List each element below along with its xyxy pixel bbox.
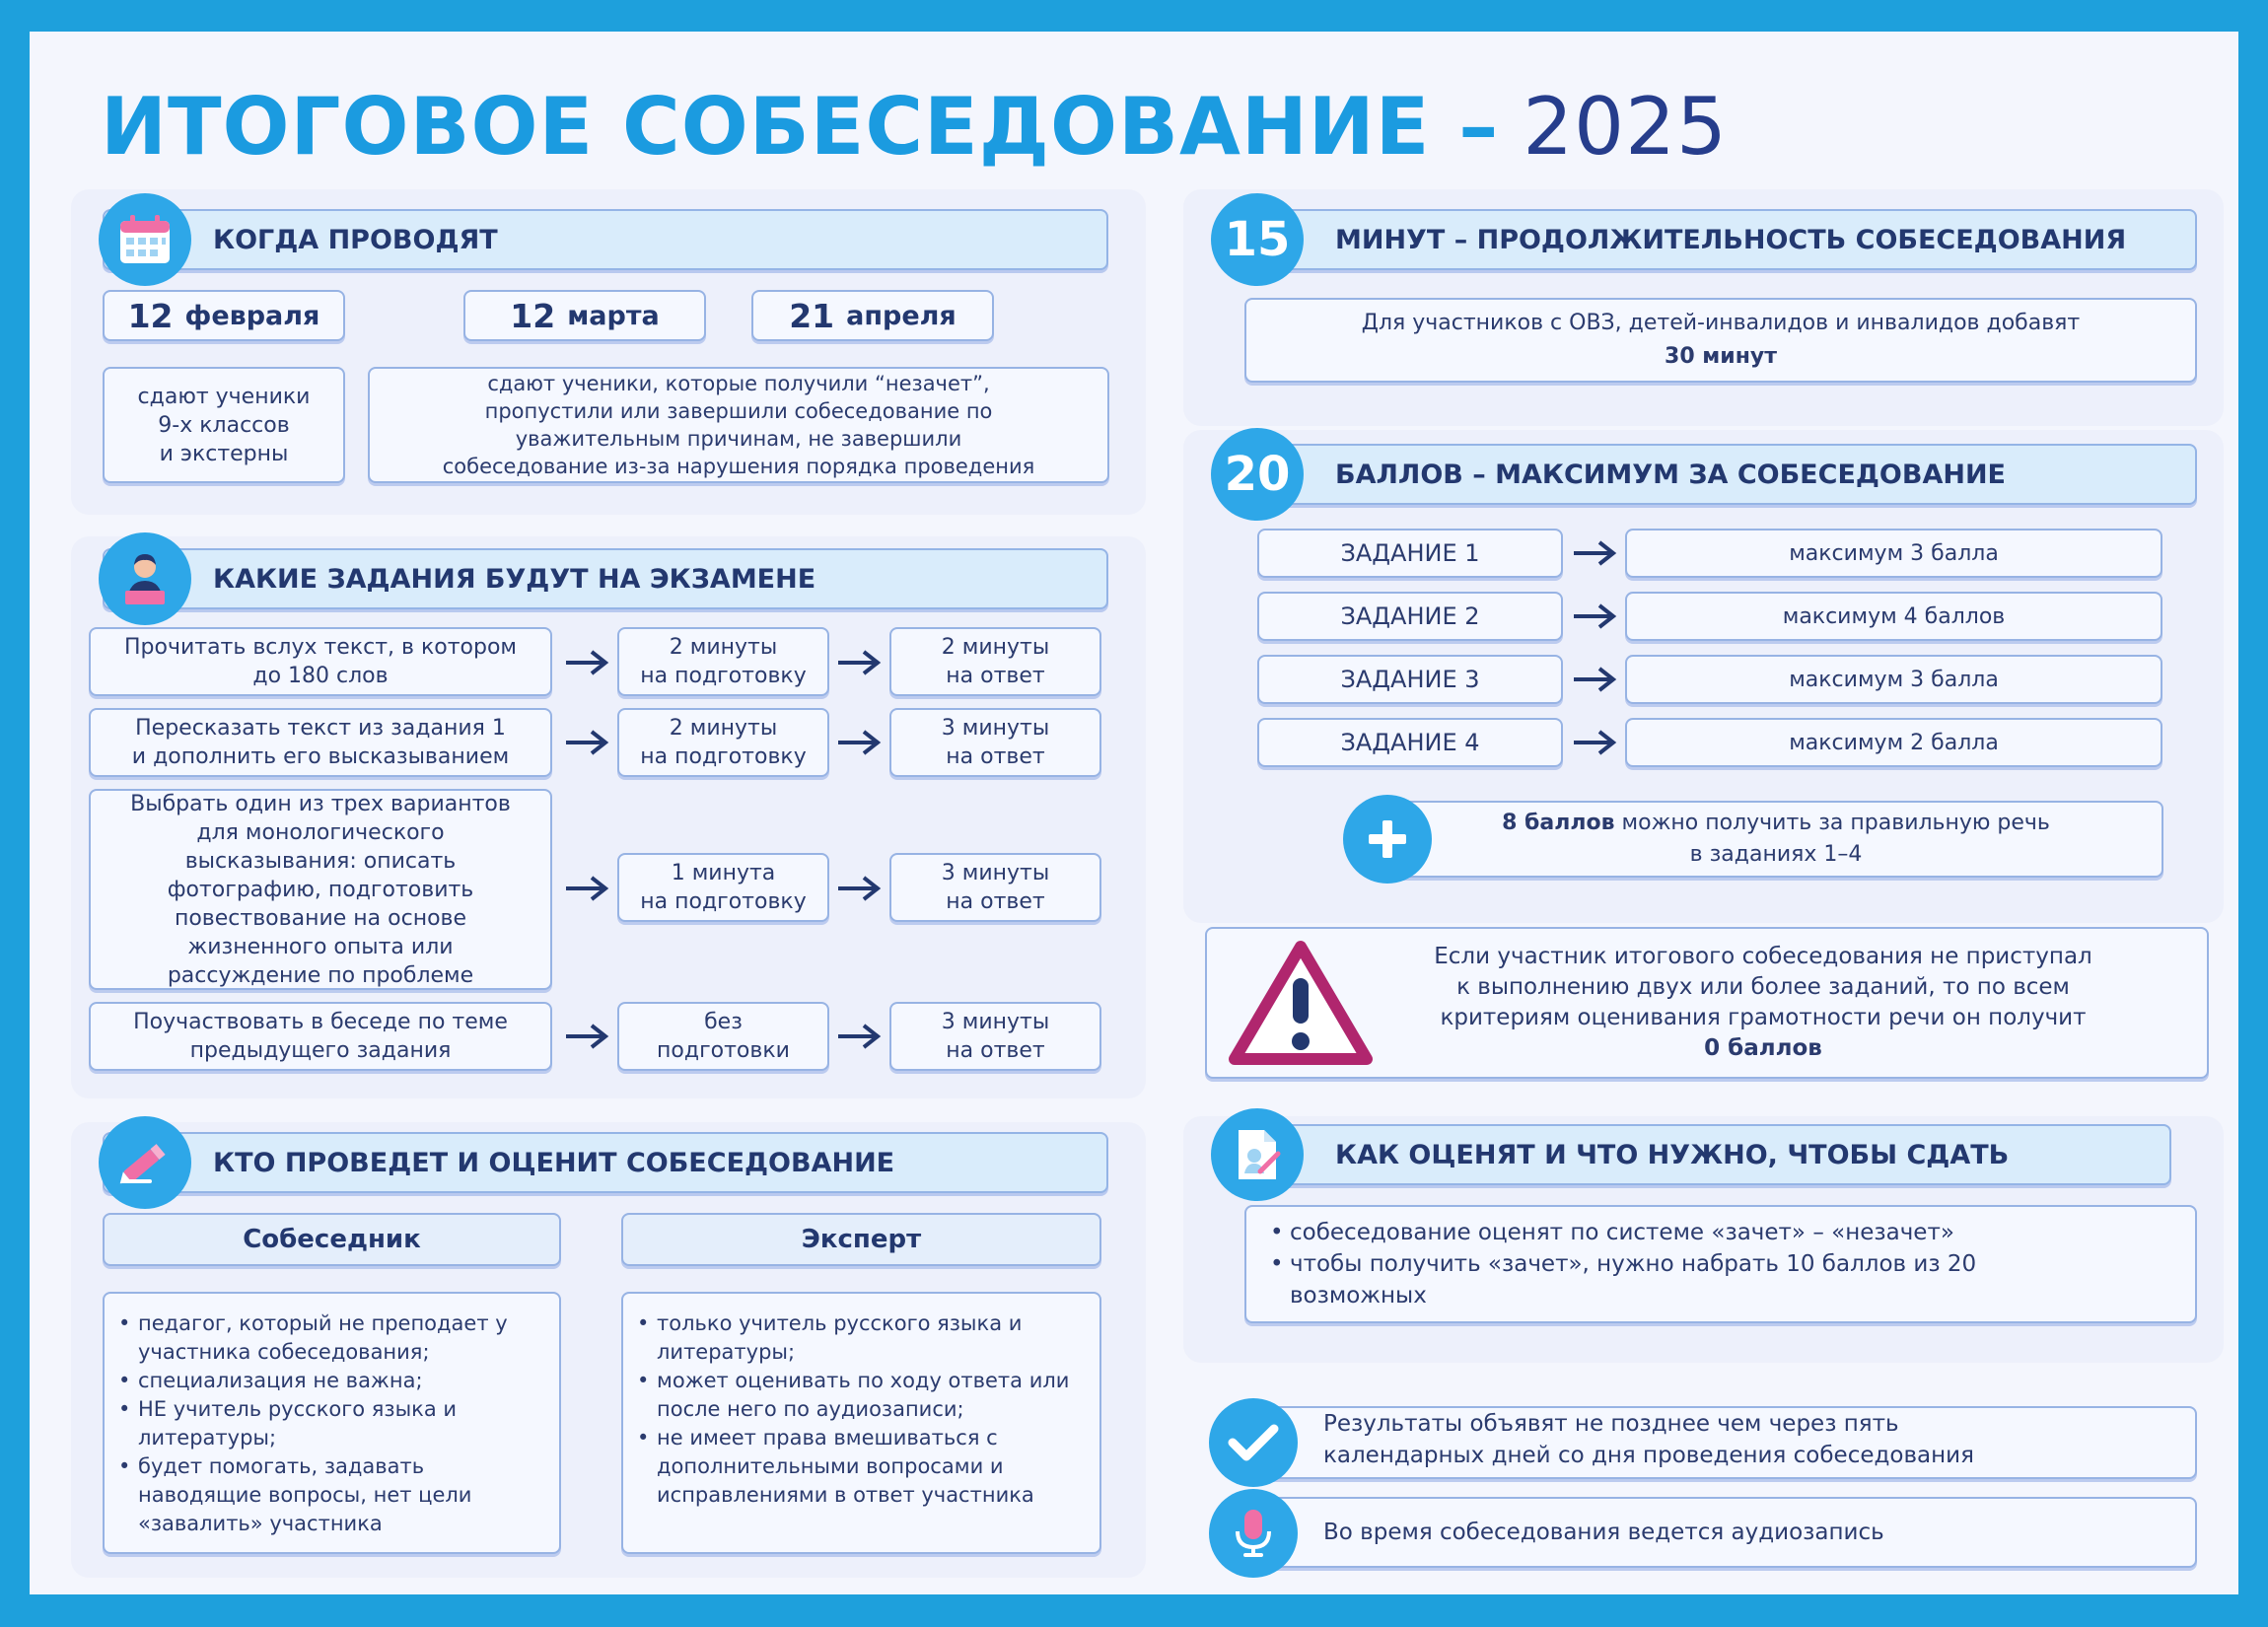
answer-line: на ответ (946, 1038, 1045, 1063)
warning-icon (1227, 939, 1375, 1067)
task-4-description (89, 1002, 552, 1071)
date-third-month: апреля (846, 300, 957, 331)
bonus-rest: можно получить за правильную речь (1621, 811, 2050, 835)
task-1-prep (617, 627, 829, 696)
date-third (751, 290, 994, 341)
warning-line: к выполнению двух или более заданий, то по всем (1456, 974, 2070, 1000)
duration-note-text: Для участников с ОВЗ, детей-инвалидов и инвалидов добавят (1361, 311, 2081, 335)
date-first (103, 290, 345, 341)
task-1-answer (889, 627, 1101, 696)
score-max-3 (1625, 655, 2162, 704)
arrow-icon (1572, 601, 1617, 631)
prep-line: 2 минуты (669, 635, 778, 660)
duration-number (1211, 193, 1304, 286)
audio-text: Во время собеседования ведется аудиозапись (1323, 1519, 1884, 1545)
task-1-description (89, 627, 552, 696)
note-line: сдают ученики (137, 384, 311, 409)
audio-box (1231, 1497, 2197, 1568)
task-line: рассуждение по проблеме (167, 962, 474, 988)
date-first-month: февраля (184, 300, 320, 331)
arrow-icon (1572, 538, 1617, 568)
grading-header (1225, 1124, 2171, 1185)
score-task-label: ЗАДАНИЕ 1 (1340, 538, 1480, 567)
score-task-4 (1257, 718, 1563, 767)
note-line: собеседование из-за нарушения порядка проведения (442, 455, 1035, 478)
prep-line: 1 минута (671, 861, 776, 885)
results-line-2: календарных дней со дня проведения собеседования (1323, 1443, 1974, 1468)
task-3-description (89, 789, 552, 990)
bonus-line-2: в заданиях 1–4 (1689, 842, 1863, 867)
list-item: • не имеет права вмешиваться с дополнительными вопросами и исправлениями в ответ участника (633, 1424, 1088, 1510)
list-item: • педагог, который не преподает у участника собеседования; (114, 1309, 547, 1367)
score-max-label: максимум 2 балла (1789, 730, 1999, 755)
list-item: • только учитель русского языка и литературы; (633, 1309, 1088, 1367)
arrow-icon (836, 1022, 882, 1051)
results-line-1: Результаты объявят не позднее чем через пять (1323, 1411, 1899, 1437)
note-line: уважительным причинам, не завершили (515, 427, 962, 451)
prep-line: без (704, 1010, 743, 1034)
answer-line: на ответ (946, 889, 1045, 914)
interviewer-list-box (103, 1292, 561, 1554)
list-item: • собеседование оценят по системе «зачет» – «незачет» (1266, 1217, 2075, 1248)
date-first-day: 12 (127, 296, 174, 335)
prep-line: на подготовку (640, 664, 807, 688)
task-3-answer (889, 853, 1101, 922)
date-third-day: 21 (789, 296, 835, 335)
task-2-description (89, 708, 552, 777)
score-max-4 (1625, 718, 2162, 767)
answer-line: 3 минуты (941, 861, 1050, 885)
duration-header (1225, 209, 2197, 270)
list-item: • может оценивать по ходу ответа или после него по аудиозаписи; (633, 1367, 1088, 1424)
score-max-1 (1625, 529, 2162, 578)
arrow-icon (564, 1022, 609, 1051)
student-icon (99, 532, 191, 625)
score-number-value: 20 (1224, 447, 1291, 502)
score-task-label: ЗАДАНИЕ 3 (1340, 665, 1480, 693)
plus-icon (1343, 795, 1432, 884)
score-task-2 (1257, 592, 1563, 641)
score-task-label: ЗАДАНИЕ 2 (1340, 601, 1480, 630)
score-max-2 (1625, 592, 2162, 641)
infographic-sheet (30, 32, 2238, 1594)
arrow-icon (836, 728, 882, 757)
note-retake (368, 367, 1109, 483)
answer-line: 3 минуты (941, 716, 1050, 741)
task-line: жизненного опыта или (187, 934, 454, 959)
prep-line: 2 минуты (669, 716, 778, 741)
grading-list-box (1244, 1205, 2197, 1323)
note-line: 9-х классов (158, 412, 290, 438)
date-second-month: марта (567, 300, 660, 331)
results-box (1231, 1406, 2197, 1479)
expert-list-box (621, 1292, 1101, 1554)
score-number (1211, 428, 1304, 521)
interviewer-list (114, 1309, 547, 1538)
microphone-icon (1209, 1489, 1298, 1578)
expert-list (633, 1309, 1088, 1510)
bonus-note (1388, 801, 2163, 878)
prep-line: на подготовку (640, 889, 807, 914)
task-line: и дополнить его высказыванием (131, 744, 510, 769)
note-line: сдают ученики, которые получили “незачет”, (487, 372, 990, 395)
arrow-icon (1572, 665, 1617, 694)
bonus-points: 8 баллов (1502, 811, 1615, 835)
date-second-day: 12 (510, 296, 556, 335)
score-header-label: БАЛЛОВ – МАКСИМУМ ЗА СОБЕСЕДОВАНИЕ (1335, 459, 2006, 490)
task-line: предыдущего задания (189, 1038, 452, 1063)
tasks-header (103, 548, 1108, 609)
interviewer-title-label: Собеседник (243, 1225, 421, 1254)
task-line: Выбрать один из трех вариантов (130, 791, 511, 816)
task-line: высказывания: описать (184, 848, 457, 874)
task-line: повествование на основе (174, 905, 467, 931)
expert-title (621, 1213, 1101, 1266)
list-item: • специализация не важна; (114, 1367, 547, 1395)
duration-number-value: 15 (1224, 212, 1291, 267)
interviewer-title (103, 1213, 561, 1266)
note-first-attempt (103, 367, 345, 483)
title-main: ИТОГОВОЕ СОБЕСЕДОВАНИЕ – (101, 81, 1500, 173)
task-line: Поучаствовать в беседе по теме (133, 1010, 508, 1034)
bonus-line-1 (1502, 808, 2050, 839)
task-2-prep (617, 708, 829, 777)
arrow-icon (836, 874, 882, 903)
task-4-answer (889, 1002, 1101, 1071)
task-line: Пересказать текст из задания 1 (135, 716, 506, 741)
task-4-prep (617, 1002, 829, 1071)
task-line: для монологического (196, 819, 445, 845)
warning-zero: 0 баллов (1704, 1035, 1822, 1061)
duration-note (1244, 298, 2197, 383)
list-item: • НЕ учитель русского языка и литературы; (114, 1395, 547, 1452)
when-header-label: КОГДА ПРОВОДЯТ (213, 224, 498, 255)
grading-list (1266, 1217, 2075, 1311)
note-line: и экстерны (159, 441, 289, 466)
score-max-label: максимум 3 балла (1789, 667, 1999, 692)
tasks-header-label: КАКИЕ ЗАДАНИЯ БУДУТ НА ЭКЗАМЕНЕ (213, 563, 816, 595)
note-line: пропустили или завершили собеседование по (484, 399, 993, 423)
page-title (101, 81, 1728, 173)
task-line: фотографию, подготовить (167, 877, 474, 902)
answer-line: 2 минуты (941, 635, 1050, 660)
when-header (103, 209, 1108, 270)
score-task-label: ЗАДАНИЕ 4 (1340, 728, 1480, 756)
score-task-3 (1257, 655, 1563, 704)
pencil-icon (99, 1116, 191, 1209)
task-line: до 180 слов (252, 664, 389, 688)
expert-title-label: Эксперт (801, 1225, 922, 1254)
prep-line: на подготовку (640, 744, 807, 769)
who-header-label: КТО ПРОВЕДЕТ И ОЦЕНИТ СОБЕСЕДОВАНИЕ (213, 1147, 895, 1178)
document-icon (1211, 1108, 1304, 1201)
warning-text (1349, 942, 2177, 1064)
who-header (103, 1132, 1108, 1193)
answer-line: на ответ (946, 744, 1045, 769)
date-second (463, 290, 706, 341)
task-line: Прочитать вслух текст, в котором (123, 635, 518, 660)
arrow-icon (564, 874, 609, 903)
score-header (1225, 444, 2197, 505)
duration-extra: 30 минут (1665, 344, 1777, 369)
score-max-label: максимум 3 балла (1789, 540, 1999, 566)
list-item: • чтобы получить «зачет», нужно набрать 10 баллов из 20 возможных (1266, 1248, 2075, 1311)
arrow-icon (1572, 728, 1617, 757)
answer-line: 3 минуты (941, 1010, 1050, 1034)
prep-line: подготовки (657, 1038, 790, 1063)
duration-header-label: МИНУТ – ПРОДОЛЖИТЕЛЬНОСТЬ СОБЕСЕДОВАНИЯ (1335, 224, 2127, 255)
task-3-prep (617, 853, 829, 922)
checkmark-icon (1209, 1398, 1298, 1487)
score-task-1 (1257, 529, 1563, 578)
title-year: 2025 (1523, 81, 1728, 173)
list-item: • будет помогать, задавать наводящие вопросы, нет цели «завалить» участника (114, 1452, 547, 1538)
answer-line: на ответ (946, 664, 1045, 688)
arrow-icon (564, 728, 609, 757)
arrow-icon (564, 648, 609, 677)
warning-line: критериям оценивания грамотности речи он получит (1440, 1005, 2087, 1030)
arrow-icon (836, 648, 882, 677)
score-max-label: максимум 4 баллов (1782, 603, 2006, 629)
calendar-icon (99, 193, 191, 286)
task-2-answer (889, 708, 1101, 777)
grading-header-label: КАК ОЦЕНЯТ И ЧТО НУЖНО, ЧТОБЫ СДАТЬ (1335, 1139, 2010, 1170)
warning-line: Если участник итогового собеседования не приступал (1434, 944, 2092, 969)
